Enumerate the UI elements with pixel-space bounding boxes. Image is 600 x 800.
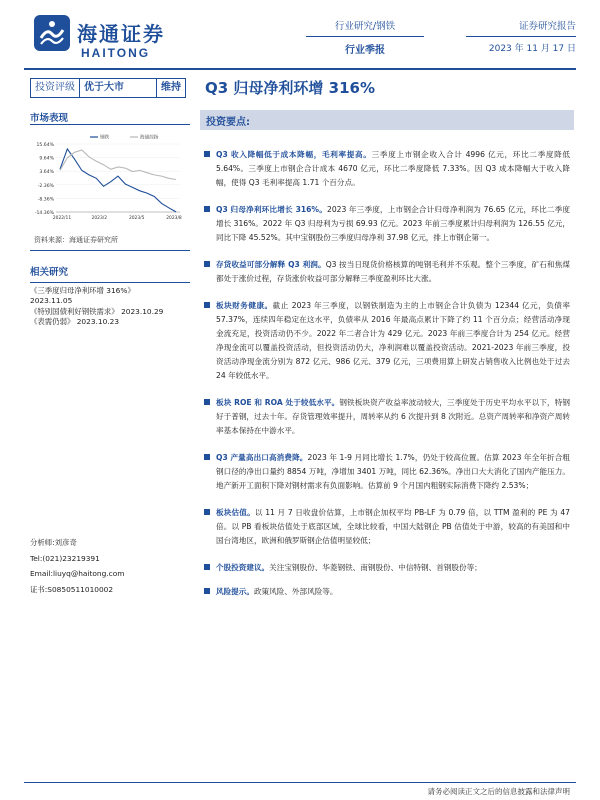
key-point-body: 2023 年三季度，上市钢企合计归母净利润为 76.65 亿元，环比二季度增长 316%。2022 年 Q3 归母利为亏损 69.93 亿元。2023 年前三季度累计归母利润为 126.55 亿元，同比下降 45.52%。其中宝钢股份三季度归母净利 37.98 亿元，排上市钢企第一。 xyxy=(216,205,570,242)
market-heading-rule xyxy=(30,124,190,125)
market-heading: 市场表现 xyxy=(30,113,69,124)
key-point-body: 截止 2023 年三季度，以钢铁制造为主的上市钢企合计负债为 12344 亿元，负债率 57.37%，连续四年稳定在这水平，负债率从 2016 年最高点累计下降了约 11 个百分点；经营活动净现金流充足，投资活动仍不少。2022 年二者合计为 429 亿元。2023 年前三季度合计为 254 亿元。经营净现金流可以覆盖投资活动，但投资活动仍大，净利润难以覆盖投资活动。2021-2023 年前三季度，投资活动净现金流分别为 872 亿元、986 亿元、379 亿元，三项费用算上研发占销售收入比例也处于过去 24 年较低水平。 xyxy=(216,301,570,380)
x-tick-label: 2022/11 xyxy=(52,216,72,221)
y-tick-label: -14.36% xyxy=(34,211,54,216)
y-tick-label: 9.64% xyxy=(39,156,54,162)
key-point-body: 关注宝钢股份、华菱钢铁、南钢股份、中信特钢、首钢股份等； xyxy=(269,563,482,572)
key-point-body: 钢铁板块资产收益率波动较大，三季度处于历史平均水平以下，特钢好于普钢，过去十年。存货管理效率提升，周转率从约 6 次提升到 8 次附近。总资产周转率和净资产周转率基本保持在中游水平。 xyxy=(216,398,571,435)
key-point-body: 2023 年 1-9 月同比增长 1.7%，仍处于较高位置。估算 2023 年全年折合粗钢口径的净出口量约 8854 万吨，净增加 3401 万吨，同比 62.36%。净出口大大消化了国内产能压力。地产新开工面积下降对钢材需求有负面影响。估算前 9 个月国内粗钢实际消费下降约 2.53%； xyxy=(216,453,571,490)
related-item-date: 2023.11.05 xyxy=(30,296,73,305)
key-point xyxy=(204,451,570,493)
y-tick-label: -8.36% xyxy=(37,197,54,203)
bullet-square-icon xyxy=(204,399,210,405)
key-point-lead: 个股投资建议。 xyxy=(216,563,270,572)
key-point xyxy=(204,299,570,383)
key-point xyxy=(204,148,570,190)
rating-label: 投资评级 xyxy=(31,79,80,97)
bullet-square-icon xyxy=(204,151,210,157)
related-rule xyxy=(30,282,190,283)
header-rule xyxy=(24,68,576,70)
x-tick-label: 2023/8 xyxy=(166,216,182,221)
key-point-lead: Q3 归母净利环比增长 316%。 xyxy=(216,205,327,214)
rating-banner xyxy=(30,78,186,98)
report-type: 证券研究报告 xyxy=(518,21,576,32)
bullet-square-icon xyxy=(204,509,210,515)
legend-label: 钢铁 xyxy=(100,135,110,141)
related-item[interactable] xyxy=(30,286,195,297)
footer-disclaimer: 请务必阅读正文之后的信息披露和法律声明 xyxy=(427,787,570,796)
series-line-index xyxy=(60,150,176,180)
key-point-lead: 板块财务健康。 xyxy=(216,301,273,310)
footer-rule xyxy=(24,782,576,783)
analyst-name: 分析师:刘彦奇 xyxy=(30,538,77,547)
related-item-title[interactable]: 《表需仍弱》 xyxy=(30,317,75,326)
key-point xyxy=(204,258,570,286)
haitong-logo-icon xyxy=(33,14,71,52)
analyst-tel: Tel:(021)23219391 xyxy=(30,553,100,563)
related-item[interactable] xyxy=(30,307,195,318)
analyst-cert: 证书:S0850511010002 xyxy=(30,584,114,594)
y-tick-label: 15.64% xyxy=(36,143,54,148)
report-date: 2023 年 11 月 17 日 xyxy=(488,44,576,54)
y-tick-label: -2.36% xyxy=(37,183,54,189)
key-point-lead: 板块 ROE 和 ROA 处于较低水平。 xyxy=(216,398,340,407)
bullet-square-icon xyxy=(204,206,210,212)
bullet-square-icon xyxy=(204,588,210,594)
related-item-date: 2023.10.29 xyxy=(121,306,164,316)
related-research xyxy=(30,268,195,328)
key-points-heading: 投资要点: xyxy=(206,117,250,128)
key-point xyxy=(204,396,570,438)
series-line-steel xyxy=(60,149,176,212)
key-point xyxy=(204,585,570,599)
key-point xyxy=(204,561,570,575)
related-item[interactable] xyxy=(30,317,195,328)
chart-source: 资料来源：海通证券研究所 xyxy=(34,236,118,244)
analyst-email[interactable]: Email:liuyq@haitong.com xyxy=(30,569,125,578)
key-point-body: 以 11 月 7 日收盘价估算，上市钢企加权平均 PB-LF 为 0.79 倍，以 TTM 盈利的 PE 为 47 倍。以 PB 看板块估值处于底部区域，全球比较看，中国大陆钢企 PB 估值处于中游，较高的有美国和中国台湾地区，欧洲和俄罗斯钢企估值明显较低； xyxy=(216,508,571,545)
key-point-lead: 板块估值。 xyxy=(216,508,255,517)
key-point-body: Q3 按当日现货价格核算的吨钢毛利并不乐观。整个三季度，矿石和焦煤都处于涨价过程，存货涨价收益可部分解释三季度盈利环比大涨。 xyxy=(216,260,570,283)
logo-cn-text: 海通证券 xyxy=(77,22,165,46)
legend-label: 海通综指 xyxy=(140,135,159,141)
key-point-lead: Q3 收入降幅低于成本降幅，毛利率提高。 xyxy=(216,150,372,159)
related-item-date: 2023.10.23 xyxy=(76,317,120,326)
bullet-square-icon xyxy=(204,261,210,267)
key-points-header-bar xyxy=(200,110,574,130)
report-title: Q3 归母净利环增 316% xyxy=(205,79,375,97)
related-item-title[interactable]: 《特别国债利好钢铁需求》 xyxy=(30,306,119,316)
logo-en-text: HAITONG xyxy=(81,46,151,60)
key-point-body: 三季度上市钢企收入合计 4996 亿元，环比二季度降低 5.64%。三季度上市钢企合计成本 4670 亿元，环比二季度降低 7.33%。因 Q3 成本降幅大于收入降幅，使得 Q3 毛利率提高 1.71 个百分点。 xyxy=(216,150,570,187)
y-tick-label: 3.64% xyxy=(39,170,54,176)
haitong-logo xyxy=(33,12,193,62)
key-point-lead: 风险提示。 xyxy=(216,587,254,596)
x-tick-label: 2023/2 xyxy=(91,216,108,221)
rating-change: 维持 xyxy=(161,82,181,93)
key-point-body: 政策风险、外部风险等。 xyxy=(253,587,338,596)
key-point xyxy=(204,203,570,245)
rating-value: 优于大市 xyxy=(80,79,157,97)
header-type-block xyxy=(466,18,576,54)
x-tick-label: 2023/5 xyxy=(128,216,145,221)
key-point-lead: 存货收益可部分解释 Q3 利润。 xyxy=(216,260,326,269)
bullet-square-icon xyxy=(204,454,210,460)
source-rule xyxy=(30,250,190,251)
header-divider xyxy=(466,36,576,37)
header-category-block xyxy=(300,18,430,56)
related-heading: 相关研究 xyxy=(30,267,69,278)
bullet-square-icon xyxy=(204,302,210,308)
report-category: 行业研究/钢铁 xyxy=(334,21,396,32)
related-item-title[interactable]: 《三季度归母净利环增 316%》 xyxy=(30,285,135,295)
market-performance-chart xyxy=(30,132,188,222)
report-kind: 行业季报 xyxy=(345,45,385,56)
key-points-list xyxy=(204,148,570,599)
bullet-square-icon xyxy=(204,564,210,570)
header-divider xyxy=(306,36,424,37)
key-point xyxy=(204,506,570,548)
key-point-lead: Q3 产量高出口高消费降。 xyxy=(216,453,308,462)
analyst-info xyxy=(30,535,124,597)
